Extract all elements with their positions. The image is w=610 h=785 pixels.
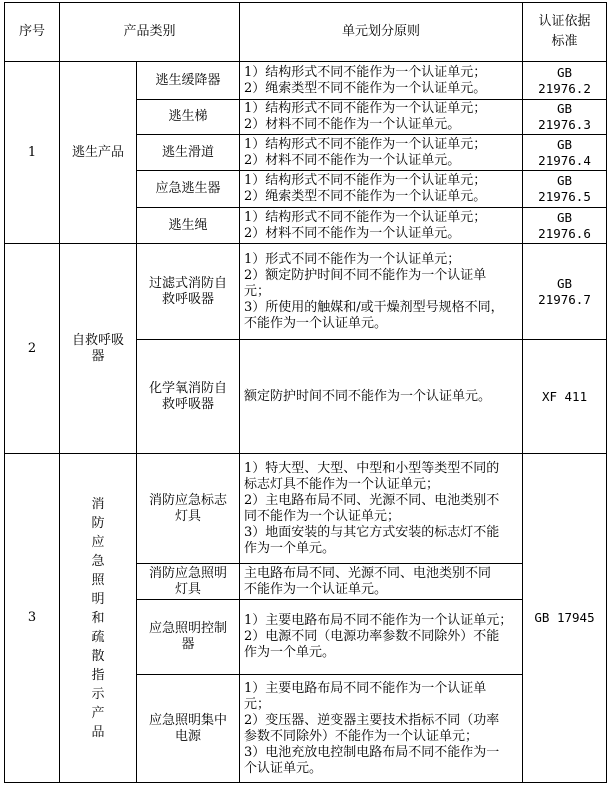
product-name: 化学氧消防自 救呼吸器 — [137, 340, 240, 454]
product-name: 逃生绳 — [137, 208, 240, 244]
product-name: 应急照明集中 电源 — [137, 675, 240, 783]
group-seq: 3 — [5, 454, 60, 783]
certification-unit-table — [4, 2, 607, 783]
unit-principle: 1）结构形式不同不能作为一个认证单元； 2）材料不同不能作为一个认证单元。 — [240, 100, 523, 135]
standard-code: XF 411 — [523, 340, 607, 454]
group-name: 逃生产品 — [60, 62, 137, 244]
standard-code: GB 21976.6 — [523, 208, 607, 244]
product-name: 逃生缓降器 — [137, 62, 240, 100]
unit-principle: 1）结构形式不同不能作为一个认证单元； 2）材料不同不能作为一个认证单元。 — [240, 208, 523, 244]
product-name: 逃生梯 — [137, 100, 240, 135]
product-name: 逃生滑道 — [137, 135, 240, 171]
product-name: 应急逃生器 — [137, 171, 240, 208]
group-seq: 2 — [5, 244, 60, 454]
group-seq: 1 — [5, 62, 60, 244]
unit-principle: 1）结构形式不同不能作为一个认证单元； 2）绳索类型不同不能作为一个认证单元。 — [240, 62, 523, 100]
unit-principle: 1）结构形式不同不能作为一个认证单元； 2）材料不同不能作为一个认证单元。 — [240, 135, 523, 171]
unit-principle: 主电路布局不同、光源不同、电池类别不同 不能作为一个认证单元。 — [240, 564, 523, 600]
header-category: 产品类别 — [60, 3, 240, 62]
group-name: 自救呼吸 器 — [60, 244, 137, 454]
standard-code: GB 21976.3 — [523, 100, 607, 135]
unit-principle: 1）主要电路布局不同不能作为一个认证单元； 2）电源不同（电源功率参数不同除外）不能 作为一个单元。 — [240, 600, 523, 675]
table-row — [5, 454, 607, 564]
header-standard: 认证依据 标准 — [523, 3, 607, 62]
table-row — [5, 244, 607, 340]
unit-principle: 1）形式不同不能作为一个认证单元； 2）额定防护时间不同不能作为一个认证单 元； 3）所使用的触媒和/或干燥剂型号规格不同， 不能作为一个认证单元。 — [240, 244, 523, 340]
unit-principle: 1）结构形式不同不能作为一个认证单元； 2）绳索类型不同不能作为一个认证单元。 — [240, 171, 523, 208]
unit-principle: 1）特大型、大型、中型和小型等类型不同的 标志灯具不能作为一个认证单元； 2）主电路布局不同、光源不同、电池类别不 同不能作为一个认证单元； 3）地面安装的与其它方式安装的标志灯不能 作为一个单元。 — [240, 454, 523, 564]
product-name: 应急照明控制 器 — [137, 600, 240, 675]
header-row — [5, 3, 607, 62]
header-principle: 单元划分原则 — [240, 3, 523, 62]
product-name: 消防应急照明 灯具 — [137, 564, 240, 600]
product-name: 消防应急标志 灯具 — [137, 454, 240, 564]
unit-principle: 1）主要电路布局不同不能作为一个认证单 元； 2）变压器、逆变器主要技术指标不同（功率 参数不同除外）不能作为一个认证单元； 3）电池充放电控制电路布局不同不能作为一 个认证单元。 — [240, 675, 523, 783]
standard-code: GB 21976.5 — [523, 171, 607, 208]
standard-code: GB 21976.2 — [523, 62, 607, 100]
header-seq: 序号 — [5, 3, 60, 62]
unit-principle: 额定防护时间不同不能作为一个认证单元。 — [240, 340, 523, 454]
product-name: 过滤式消防自 救呼吸器 — [137, 244, 240, 340]
standard-code: GB 21976.7 — [523, 244, 607, 340]
group-name-vertical: 消 防 应 急 照 明 和 疏 散 指 示 产 品 — [60, 454, 137, 783]
standard-code: GB 17945 — [523, 454, 607, 783]
standard-code: GB 21976.4 — [523, 135, 607, 171]
table-row — [5, 62, 607, 100]
